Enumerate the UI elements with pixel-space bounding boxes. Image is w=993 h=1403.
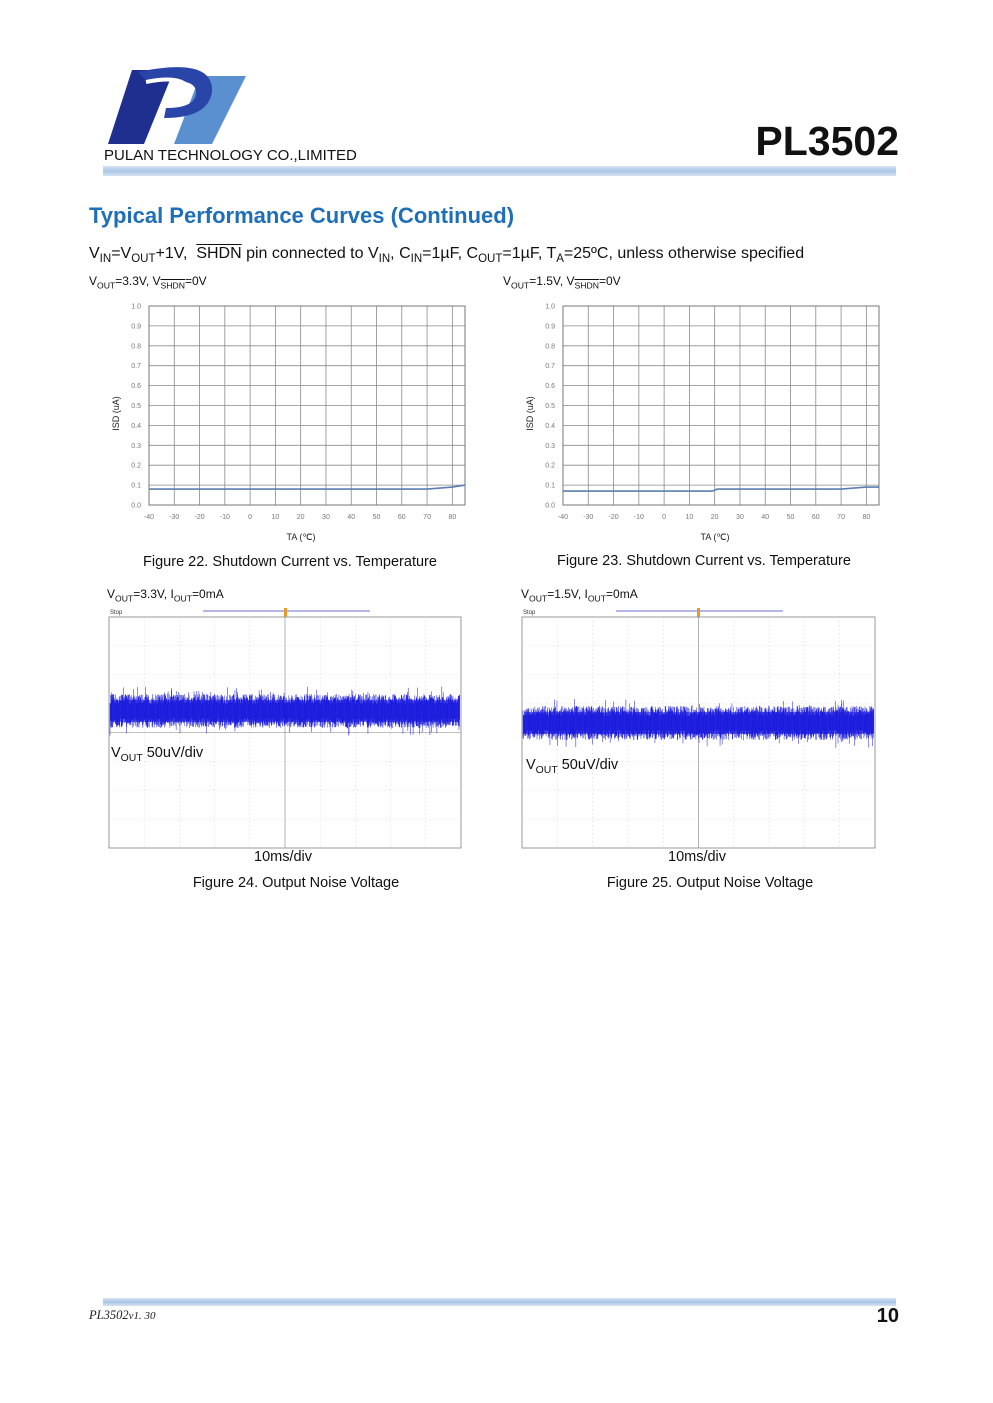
x-tick-label: 10 [271, 514, 280, 521]
x-tick-label: 30 [736, 514, 744, 521]
x-tick-label: 80 [862, 514, 871, 521]
part-number: PL3502 [755, 118, 899, 164]
company-logo [104, 62, 249, 146]
shutdown-current-chart-1v5 [518, 296, 890, 550]
y-tick-label: 0.2 [131, 462, 141, 470]
x-tick-label: 50 [786, 514, 795, 521]
y-tick-label: 0.0 [545, 502, 555, 510]
y-tick-label: 1.0 [131, 303, 141, 311]
fig24-caption: Figure 24. Output Noise Voltage [192, 875, 400, 891]
company-name: PULAN TECHNOLOGY CO.,LIMITED [104, 147, 357, 164]
x-tick-label: -10 [633, 514, 644, 521]
shutdown-current-chart-3v3 [104, 296, 476, 550]
x-tick-label: 60 [397, 514, 406, 521]
scope-stop-label: Stop [523, 610, 536, 616]
y-tick-label: 0.4 [131, 422, 141, 430]
fig24-timebase: 10ms/div [254, 849, 313, 865]
x-tick-label: 0 [662, 514, 667, 521]
x-tick-label: -30 [583, 514, 594, 521]
scope-stop-label: Stop [110, 610, 123, 616]
x-tick-label: 20 [710, 514, 719, 521]
noise-band [524, 712, 873, 734]
y-axis-label: ISD (uA) [525, 396, 535, 431]
x-tick-label: -40 [143, 514, 155, 521]
y-tick-label: 0.8 [545, 343, 555, 351]
shutdown-current-series [563, 487, 879, 491]
y-tick-label: 1.0 [545, 303, 555, 311]
x-tick-label: 50 [372, 514, 381, 521]
y-tick-label: 0.7 [131, 363, 141, 371]
fig25-vout-scale: $V_{OUT}$ 50uV/div [526, 757, 619, 776]
footer-divider [103, 1298, 896, 1306]
x-tick-label: -20 [608, 514, 619, 521]
y-axis-label: ISD (uA) [111, 396, 121, 431]
fig22-caption: Figure 22. Shutdown Current vs. Temperature [143, 554, 437, 570]
x-tick-label: -40 [557, 514, 569, 521]
header-divider [103, 166, 896, 176]
page-number: 10 [876, 1305, 899, 1327]
x-tick-label: -30 [169, 514, 180, 521]
y-tick-label: 0.6 [545, 383, 555, 391]
fig25-caption: Figure 25. Output Noise Voltage [606, 875, 814, 891]
y-tick-label: 0.3 [545, 442, 555, 450]
fig23-conditions: $V_{OUT}=1.5V$, $V_{SHDN}=0V$ [503, 274, 621, 291]
fig25-timebase: 10ms/div [668, 849, 727, 865]
x-tick-label: 0 [248, 514, 253, 521]
shdn-pin-label: SHDN [196, 245, 242, 262]
y-tick-label: 0.8 [131, 343, 141, 351]
footer-doc-version: PL3502v1. 30 [89, 1308, 156, 1322]
x-tick-label: 20 [296, 514, 305, 521]
noise-band [111, 700, 459, 722]
x-tick-label: 40 [761, 514, 770, 521]
x-tick-label: -20 [194, 514, 205, 521]
y-tick-label: 0.5 [545, 403, 555, 410]
fig24-vout-scale: $V_{OUT}$ 50uV/div [111, 745, 204, 764]
pulan-p-logo-icon [108, 67, 246, 144]
noise-scope-1v5 [521, 607, 876, 849]
y-tick-label: 0.2 [545, 462, 555, 470]
section-title: Typical Performance Curves (Continued) [89, 203, 515, 228]
y-tick-label: 0.4 [545, 422, 555, 430]
x-tick-label: -10 [219, 514, 230, 521]
noise-scope-3v3 [108, 607, 462, 849]
y-tick-label: 0.5 [131, 403, 141, 410]
y-tick-label: 0.9 [545, 323, 555, 331]
y-tick-label: 0.9 [131, 323, 141, 331]
y-tick-label: 0.6 [131, 383, 141, 391]
shutdown-current-series [149, 485, 465, 489]
test-conditions: $V_{IN}=V_{OUT}+1V$, SHDN pin connected to $V_{IN}$, $C_{IN}=1\mu F$, $C_{OUT}=1\mu F$, $T_A=25ºC$, unless otherwise specified [89, 245, 805, 266]
x-tick-label: 70 [423, 514, 431, 521]
fig25-conditions: $V_{OUT}=1.5V$, $I_{OUT}=0mA$ [521, 587, 638, 604]
x-axis-label: TA (℃) [700, 532, 730, 542]
fig23-caption: Figure 23. Shutdown Current vs. Temperature [557, 553, 851, 569]
x-tick-label: 10 [685, 514, 694, 521]
y-tick-label: 0.1 [545, 482, 555, 490]
x-tick-label: 60 [811, 514, 820, 521]
y-tick-label: 0.0 [131, 502, 141, 510]
x-tick-label: 40 [347, 514, 356, 521]
y-tick-label: 0.3 [131, 442, 141, 450]
x-tick-label: 70 [837, 514, 845, 521]
y-tick-label: 0.7 [545, 363, 555, 371]
fig24-conditions: $V_{OUT}=3.3V$, $I_{OUT}=0mA$ [107, 587, 224, 604]
x-tick-label: 30 [322, 514, 330, 521]
x-tick-label: 80 [448, 514, 457, 521]
y-tick-label: 0.1 [131, 482, 141, 490]
fig22-conditions: $V_{OUT}=3.3V$, $V_{SHDN}=0V$ [89, 274, 207, 291]
x-axis-label: TA (℃) [286, 532, 316, 542]
